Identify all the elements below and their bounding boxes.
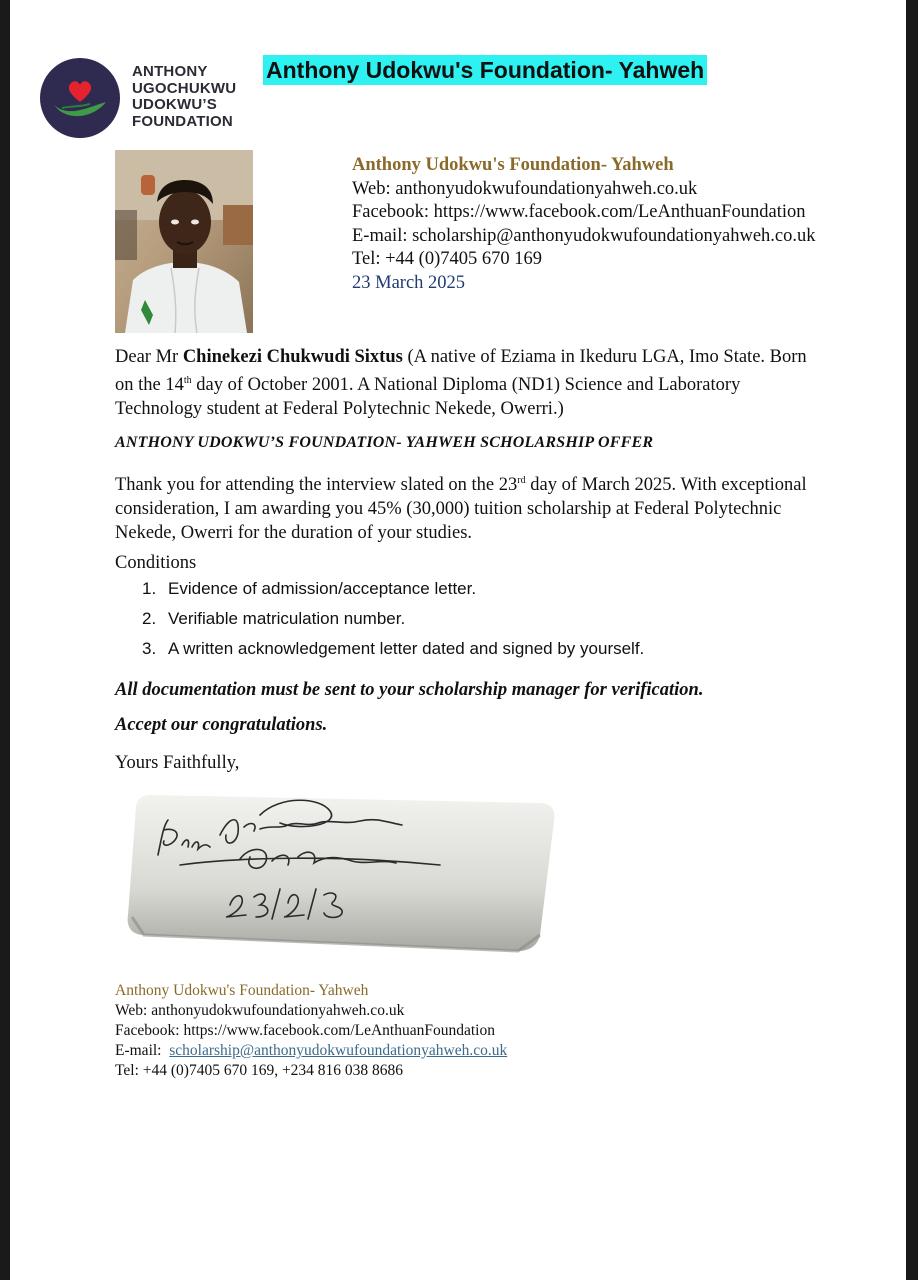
closing-text: Yours Faithfully,	[115, 753, 240, 773]
list-item	[142, 637, 644, 667]
recipient-photo	[115, 150, 253, 333]
footer-email-label: E-mail:	[115, 1042, 170, 1059]
logo-line: UDOKWU’S	[132, 96, 217, 113]
letterhead-facebook: Facebook: https://www.facebook.com/LeAnthuanFoundation	[352, 202, 806, 223]
list-text: Evidence of admission/acceptance letter.	[168, 579, 477, 598]
body-text: Thank you for attending the interview slated on the 23	[115, 475, 518, 496]
list-item	[142, 577, 644, 607]
letterhead-web: Web: anthonyudokwufoundationyahweh.co.uk	[352, 178, 698, 199]
letter-page	[10, 0, 906, 1280]
signature-stamp	[120, 785, 560, 970]
letterhead-name: Anthony Udokwu's Foundation- Yahweh	[352, 155, 674, 175]
list-number: 2.	[142, 609, 157, 628]
conditions-label: Conditions	[115, 553, 197, 573]
logo-line: FOUNDATION	[132, 112, 233, 130]
footer-tel: Tel: +44 (0)7405 670 169, +234 816 038 8686	[115, 1062, 404, 1079]
list-text: Verifiable matriculation number.	[168, 609, 406, 628]
logo-line: UGOCHUKWU	[132, 79, 237, 97]
ordinal-suffix: th	[183, 375, 192, 386]
footer-contact	[115, 981, 507, 1081]
salutation-detail: day of October 2001. A National Diploma (ND1) Science and Laboratory Technology student at Federal Polytechnic Nekede, Owerri.)	[115, 375, 741, 420]
letterhead-tel: Tel: +44 (0)7405 670 169	[352, 249, 543, 270]
salutation-prefix: Dear Mr	[115, 347, 183, 367]
footer-facebook: Facebook: https://www.facebook.com/LeAnthuanFoundation	[115, 1022, 495, 1039]
letterhead-email: E-mail: scholarship@anthonyudokwufoundationyahweh.co.uk	[352, 225, 816, 246]
salutation-paragraph	[115, 345, 815, 421]
footer-email-row	[115, 1041, 507, 1061]
list-text: A written acknowledgement letter dated and signed by yourself.	[168, 639, 645, 658]
logo-line: ANTHONY	[132, 63, 208, 80]
letterhead	[352, 154, 816, 296]
ordinal-suffix: rd	[517, 475, 526, 486]
logo-wordmark	[132, 64, 236, 130]
heart-hand-icon	[40, 58, 120, 138]
recipient-name: Chinekezi Chukwudi Sixtus	[182, 347, 403, 367]
offer-title: ANTHONY UDOKWU’S FOUNDATION- YAHWEH SCHOLARSHIP OFFER	[115, 434, 654, 451]
footer-name: Anthony Udokwu's Foundation- Yahweh	[115, 982, 369, 999]
banner-title: Anthony Udokwu's Foundation- Yahweh	[263, 55, 707, 85]
footer-email-link[interactable]: scholarship@anthonyudokwufoundationyahweh.co.uk	[169, 1042, 508, 1059]
foundation-logo	[40, 58, 120, 138]
list-number: 3.	[142, 639, 157, 658]
congratulations-text: Accept our congratulations.	[115, 715, 328, 735]
list-number: 1.	[142, 579, 157, 598]
letter-date: 23 March 2025	[352, 272, 466, 293]
documentation-note: All documentation must be sent to your scholarship manager for verification.	[115, 680, 704, 700]
body-text: day of March 2025. With exceptional consideration, I am awarding you 45% (30,000) tuition scholarship at Federal Polytechnic Nekede, Owerri for the duration of your studies.	[115, 475, 807, 544]
body-paragraph	[115, 469, 815, 545]
footer-web: Web: anthonyudokwufoundationyahweh.co.uk	[115, 1002, 405, 1019]
conditions-list	[142, 577, 644, 667]
salutation-detail: (A native of Eziama in Ikeduru LGA, Imo State. Born on the 14	[115, 347, 807, 396]
list-item	[142, 607, 644, 637]
